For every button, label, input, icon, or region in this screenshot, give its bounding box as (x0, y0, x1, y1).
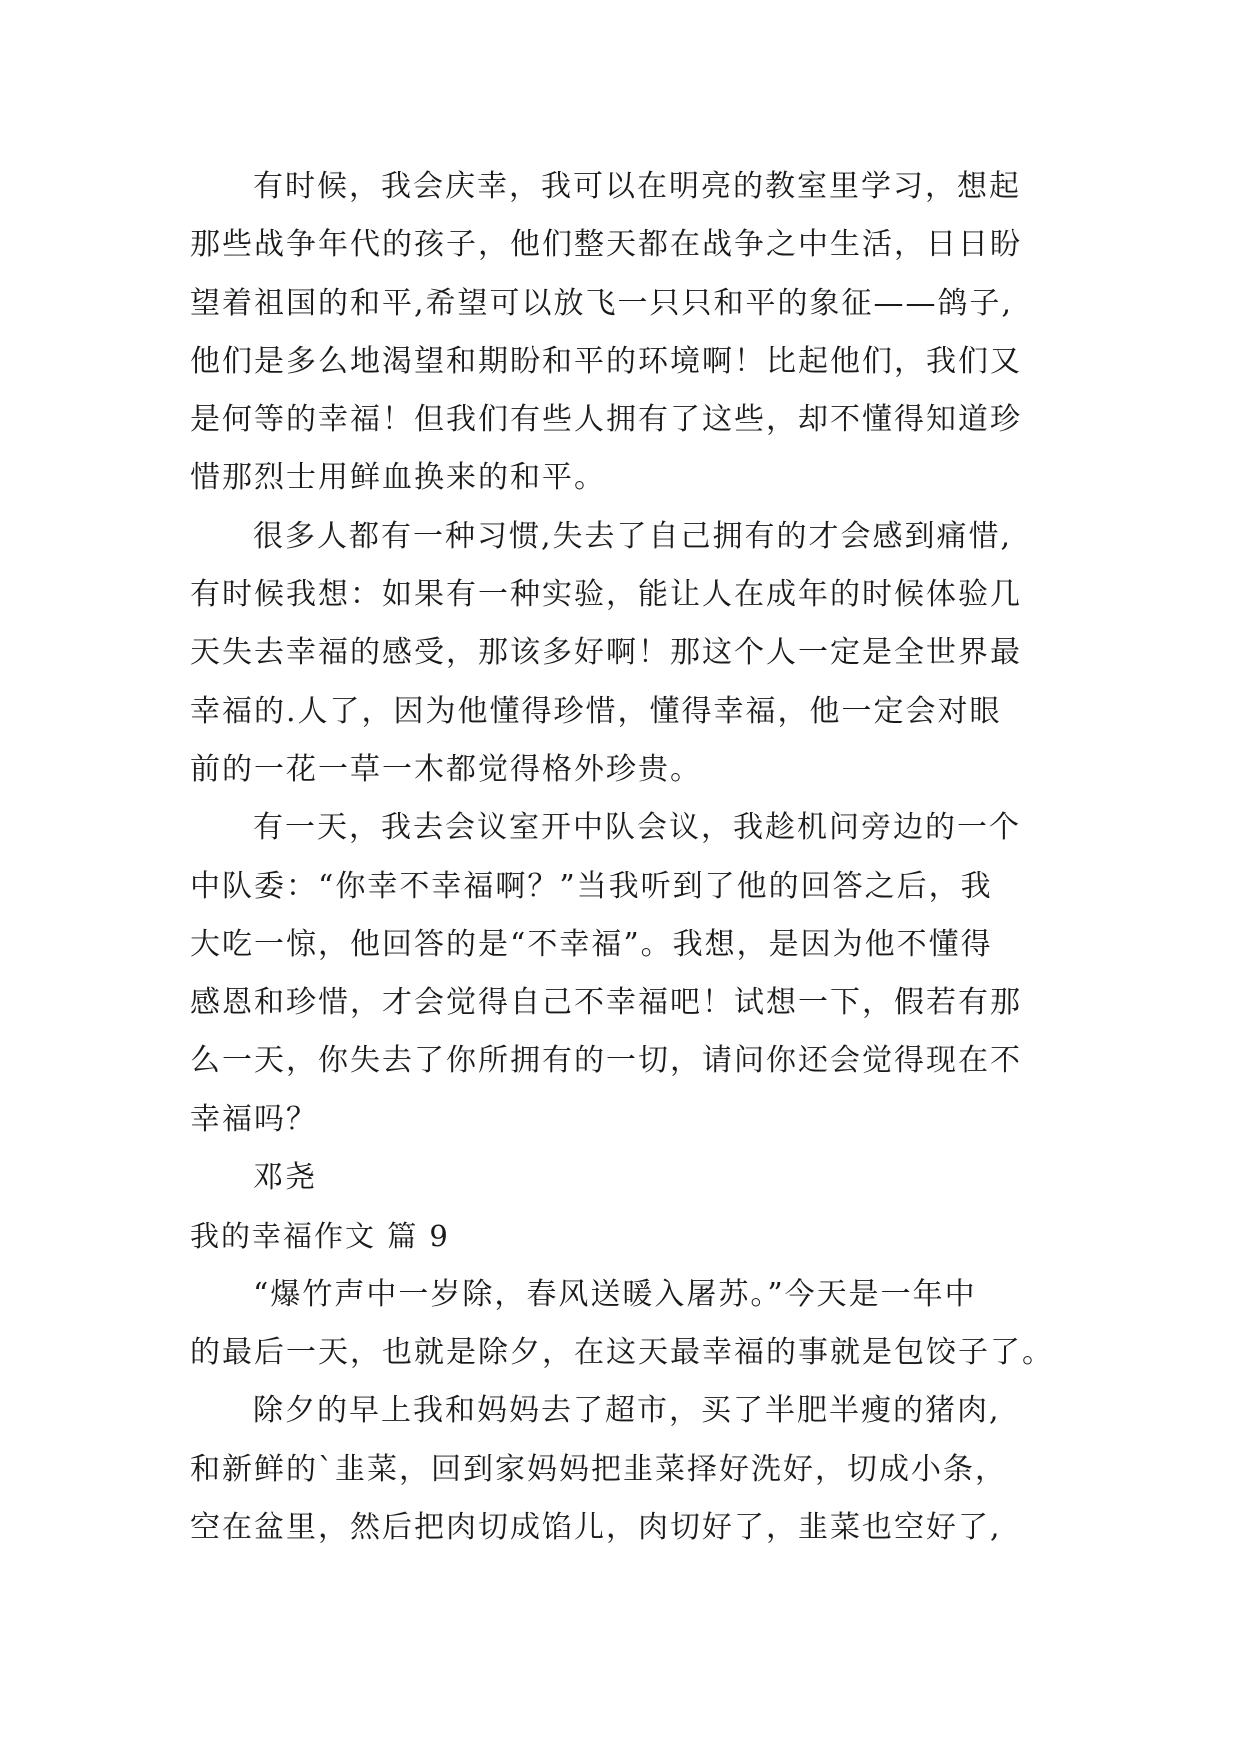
text-line: 幸福吗？ (190, 1101, 318, 1137)
section-heading: 我的幸福作文 篇 9 (190, 1219, 450, 1254)
text-line: 天失去幸福的感受，那该多好啊！那这个人一定是全世界最 (190, 635, 1022, 671)
text-line: 幸福的.人了，因为他懂得珍惜，懂得幸福，他一定会对眼 (190, 693, 1002, 729)
text-line: 很多人都有一种习惯,失去了自己拥有的才会感到痛惜, (253, 518, 1013, 554)
text-line: 空在盆里，然后把肉切成馅儿，肉切好了，韭菜也空好了, (190, 1509, 1002, 1545)
text-line: 有时候，我会庆幸，我可以在明亮的教室里学习，想起 (253, 169, 1021, 204)
text-line: 有一天，我去会议室开中队会议，我趁机问旁边的一个 (253, 810, 1021, 846)
text-line: 和新鲜的`韭菜，回到家妈妈把韭菜择好洗好，切成小条， (190, 1451, 1007, 1487)
text-line: 前的一花一草一木都觉得格外珍贵。 (190, 751, 702, 787)
text-line: 中队委：“你幸不幸福啊？”当我听到了他的回答之后，我 (190, 868, 993, 904)
text-line: 邓尧 (253, 1160, 317, 1196)
text-line: 那些战争年代的孩子，他们整天都在战争之中生活，日日盼 (190, 227, 1022, 263)
text-line: 大吃一惊，他回答的是“不幸福”。我想，是因为他不懂得 (190, 926, 993, 962)
text-line: 望着祖国的和平,希望可以放飞一只只和平的象征——鸽子, (190, 285, 1014, 321)
text-line: 的最后一天，也就是除夕，在这天最幸福的事就是包饺子了。 (190, 1334, 1054, 1370)
text-line: 是何等的幸福！但我们有些人拥有了这些，却不懂得知道珍 (190, 402, 1022, 438)
document-body (190, 158, 1060, 1557)
text-line: 惜那烈士用鲜血换来的和平。 (190, 460, 606, 496)
text-line: 他们是多么地渴望和期盼和平的环境啊！比起他们，我们又 (190, 343, 1022, 379)
text-line: 么一天，你失去了你所拥有的一切，请问你还会觉得现在不 (190, 1043, 1022, 1079)
text-line: “爆竹声中一岁除，春风送暖入屠苏。”今天是一年中 (253, 1276, 977, 1312)
text-line: 感恩和珍惜，才会觉得自己不幸福吧！试想一下，假若有那 (190, 985, 1022, 1021)
text-line: 有时候我想：如果有一种实验，能让人在成年的时候体验几 (190, 577, 1022, 613)
text-line: 除夕的早上我和妈妈去了超市，买了半肥半瘦的猪肉, (253, 1393, 1001, 1429)
